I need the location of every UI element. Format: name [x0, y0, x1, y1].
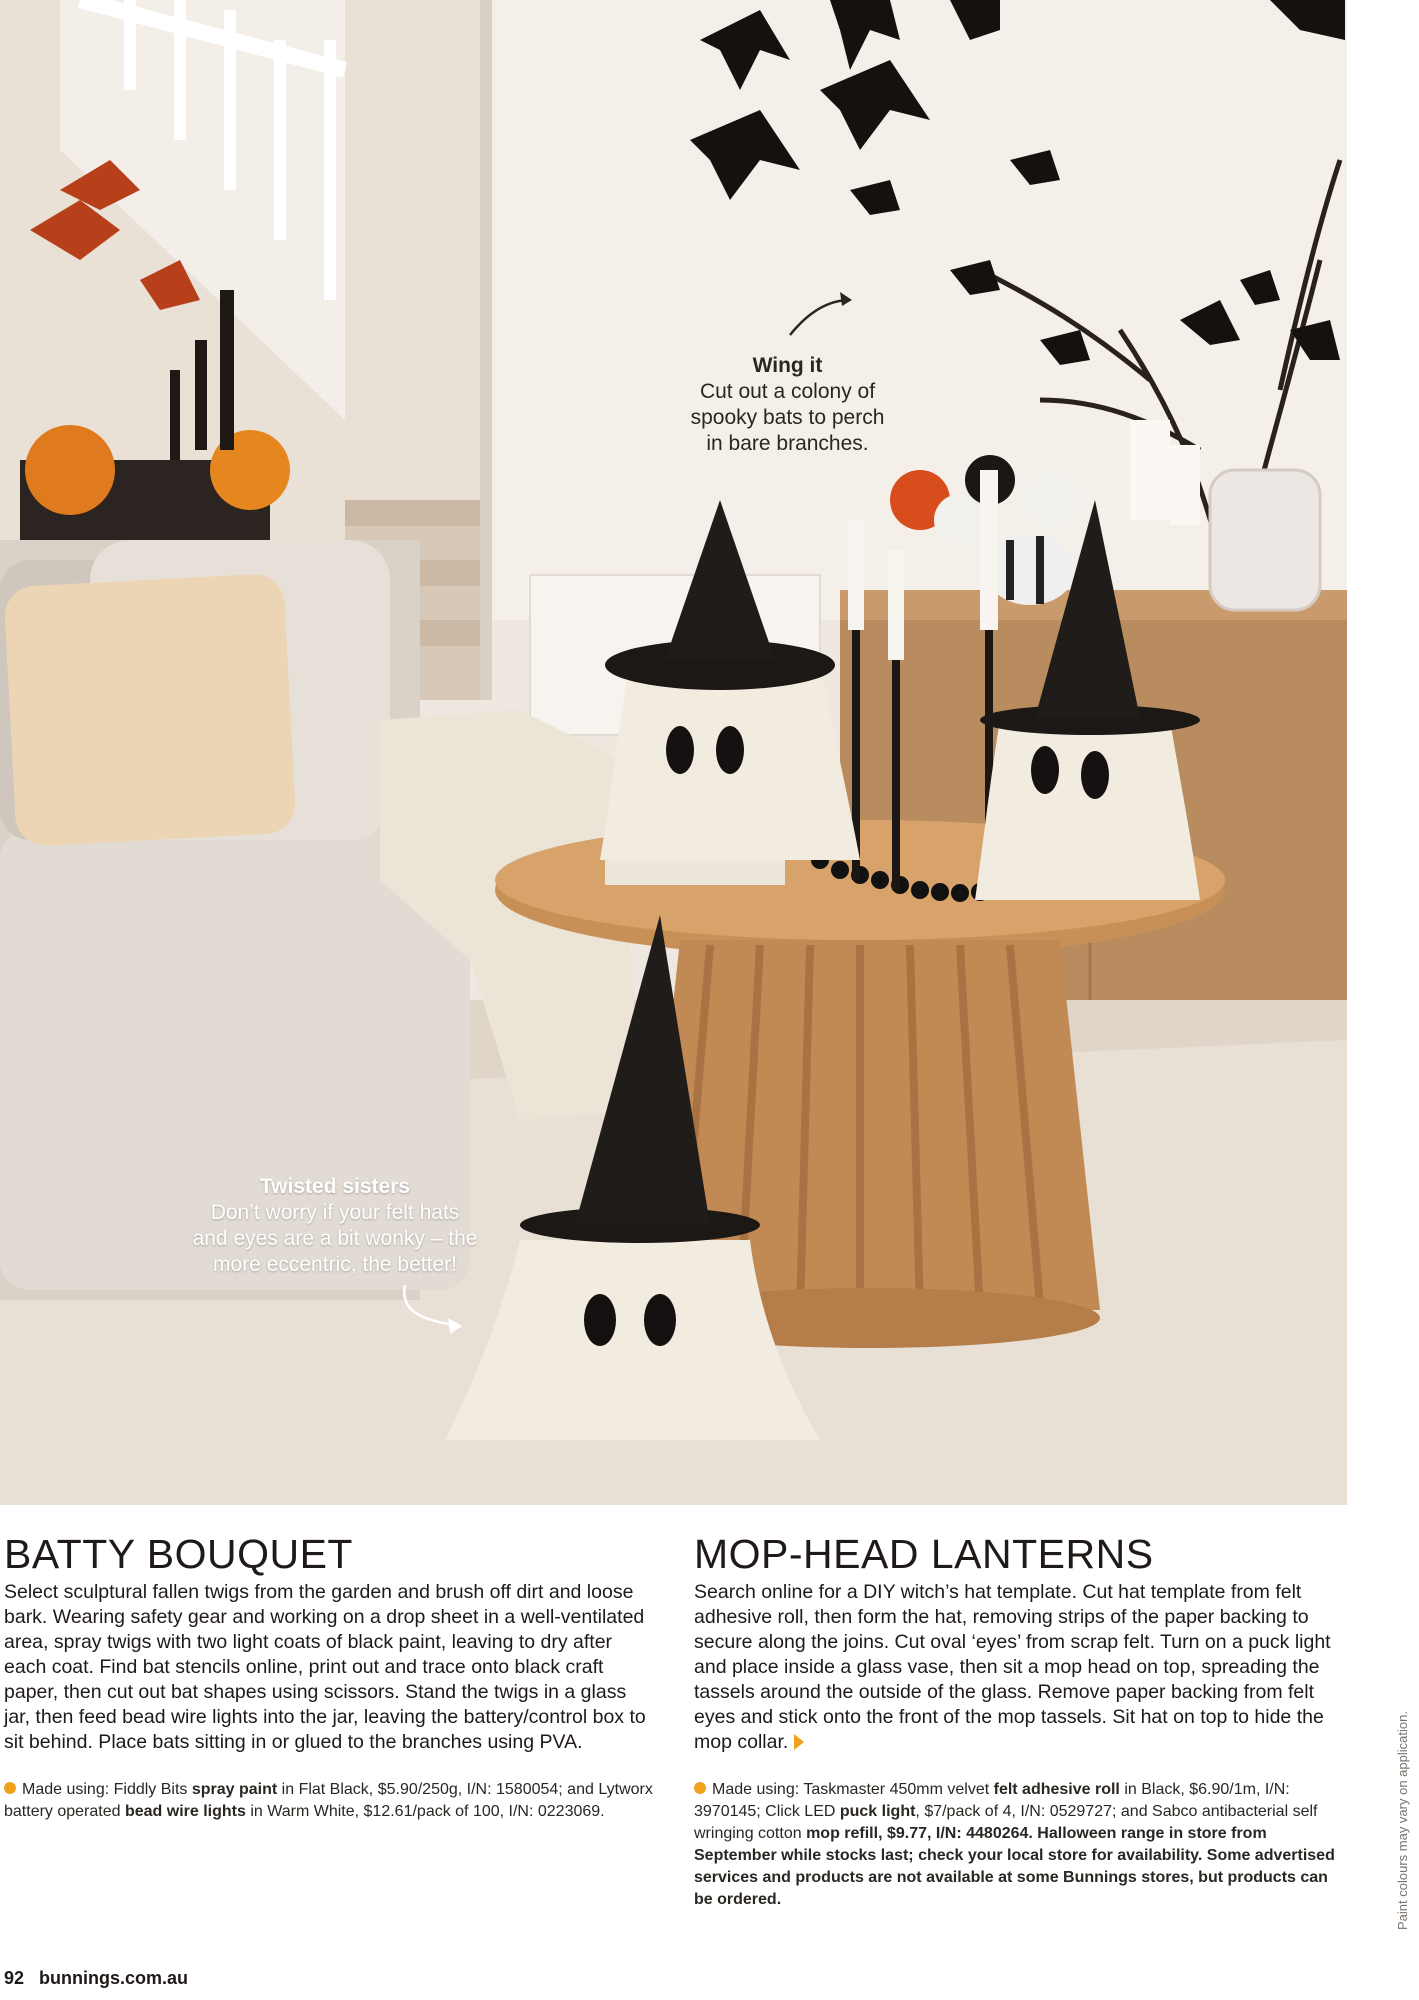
wing-it-caption — [655, 353, 920, 457]
batty-bouquet-section — [4, 1530, 654, 1823]
mop-head-lanterns-body — [694, 1580, 1344, 1755]
bullet-dot-icon — [4, 1782, 16, 1794]
made-text: in Black, $6.90/1m, I/N: 3970145; Click LED — [694, 1781, 1290, 1820]
made-text: in Flat Black, $5.90/250g, I/N: 1580054; and Lytworx battery operated — [4, 1781, 653, 1820]
twisted-sisters-line: Don’t worry if your felt hats — [210, 1201, 460, 1224]
product-bead-wire-lights: bead wire lights — [124, 1803, 246, 1820]
paint-colour-note: Paint colours may vary on application. — [1395, 1711, 1410, 1930]
page-number: 92 — [4, 1968, 25, 1988]
batty-made-using — [4, 1779, 654, 1823]
mop-head-lanterns-section — [694, 1530, 1344, 1911]
wing-it-title: Wing it — [752, 354, 823, 377]
wing-it-line: Cut out a colony of — [699, 380, 876, 403]
continue-arrow-icon — [794, 1734, 804, 1750]
made-text: Made using: Taskmaster 450mm velvet — [712, 1781, 994, 1798]
mop-made-using — [694, 1779, 1344, 1911]
product-puck-light: puck light — [839, 1803, 916, 1820]
product-spray-paint: spray paint — [191, 1781, 278, 1798]
wing-it-line: spooky bats to perch — [690, 406, 885, 429]
bullet-dot-icon — [694, 1782, 706, 1794]
made-disclaimer: , $9.77, I/N: 4480264. Halloween range in store from September while stocks last; check your local store for availability. Some advertised services and products are not available at some Bunnings stores, but products can be ordered. — [694, 1825, 1335, 1908]
wing-it-line: in bare branches. — [706, 432, 869, 455]
twisted-sisters-line: more eccentric, the better! — [213, 1253, 457, 1276]
batty-bouquet-body: Select sculptural fallen twigs from the garden and brush off dirt and loose bark. Wearing safety gear and working on a drop sheet in a well-ventilated area, spray twigs with two light coats of black paint, leaving to dry after each coat. Find bat stencils online, print out and trace onto black craft paper, then cut out bat shapes using scissors. Stand the twigs in a glass jar, then feed bead wire lights into the jar, leaving the battery/control box to sit behind. Place bats sitting in or glued to the branches using PVA. — [4, 1581, 646, 1753]
site-link[interactable]: bunnings.com.au — [39, 1968, 189, 1988]
page-footer — [4, 1968, 188, 1989]
product-mop-refill: mop refill — [806, 1825, 879, 1842]
twisted-sisters-caption — [165, 1174, 505, 1278]
mop-body-text: Search online for a DIY witch’s hat template. Cut hat template from felt adhesive roll, then form the hat, removing strips of the paper backing to secure along the joins. Cut oval ‘eyes’ from scrap felt. Turn on a puck light and place inside a glass vase, then sit a mop head on top, spreading the tassels around the outside of the glass. Remove paper backing from felt eyes and stick onto the front of the mop tassels. Sit hat on top to hide the mop collar. — [694, 1581, 1331, 1753]
made-text: Made using: Fiddly Bits — [22, 1781, 192, 1798]
batty-bouquet-heading: BATTY BOUQUET — [4, 1531, 353, 1577]
made-text: in Warm White, $12.61/pack of 100, I/N: 0223069. — [245, 1803, 605, 1820]
mop-head-lanterns-heading: MOP-HEAD LANTERNS — [694, 1531, 1154, 1577]
twisted-sisters-line: and eyes are a bit wonky – the — [192, 1227, 478, 1250]
made-text: , $7/pack of 4, I/N: 0529727; and Sabco antibacterial self wringing cotton — [694, 1803, 1318, 1842]
product-felt-adhesive-roll: felt adhesive roll — [993, 1781, 1120, 1798]
twisted-sisters-title: Twisted sisters — [259, 1175, 411, 1198]
